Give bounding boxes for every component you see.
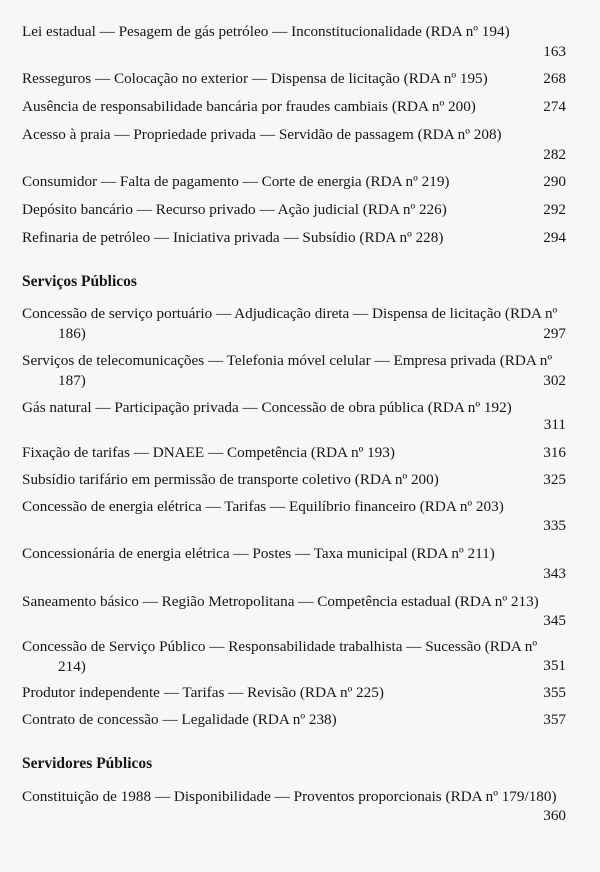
entry-title: Acesso à praia — Propriedade privada — Servidão de passagem (RDA nº 208)	[22, 126, 502, 143]
entry-page-number: 355	[543, 684, 566, 701]
entry-title: Concessionária de energia elétrica — Postes — Taxa municipal (RDA nº 211)	[22, 545, 495, 562]
entry-title: Concessão de serviço portuário — Adjudicação direta — Dispensa de licitação (RDA nº 186)	[22, 305, 558, 342]
entry-title: Refinaria de petróleo — Iniciativa privada — Subsídio (RDA nº 228)	[22, 229, 444, 246]
entry-page-number: 345	[543, 612, 566, 629]
entry-title: Subsídio tarifário em permissão de transporte coletivo (RDA nº 200)	[22, 471, 439, 488]
entry-page-number: 297	[543, 325, 566, 342]
entry-title: Saneamento básico — Região Metropolitana — Competência estadual (RDA nº 213)	[22, 593, 539, 610]
entry-page-number: 325	[543, 471, 566, 488]
entry-page-number: 274	[543, 98, 566, 115]
entry-page-number: 351	[543, 657, 566, 674]
entry-page-number: 290	[543, 173, 566, 190]
entry-title: Lei estadual — Pesagem de gás petróleo — Inconstitucionalidade (RDA nº 194)	[22, 23, 510, 40]
entry-page-number: 311	[543, 416, 566, 433]
entry-page-number: 357	[543, 711, 566, 728]
entry-page-number: 302	[543, 372, 566, 389]
section-heading: Serviços Públicos	[22, 273, 137, 290]
entry-title: Concessão de Serviço Público — Responsabilidade trabalhista — Sucessão (RDA nº 214)	[22, 638, 538, 675]
entry-page-number: 343	[543, 565, 566, 582]
entry-title: Serviços de telecomunicações — Telefonia móvel celular — Empresa privada (RDA nº 187)	[22, 352, 553, 389]
section-heading: Servidores Públicos	[22, 755, 153, 772]
entry-title: Contrato de concessão — Legalidade (RDA nº 238)	[22, 711, 337, 728]
entry-title: Fixação de tarifas — DNAEE — Competência (RDA nº 193)	[22, 444, 395, 461]
entry-title: Produtor independente — Tarifas — Revisão (RDA nº 225)	[22, 684, 384, 701]
entry-page-number: 163	[543, 43, 566, 60]
entry-title: Depósito bancário — Recurso privado — Ação judicial (RDA nº 226)	[22, 201, 447, 218]
entry-page-number: 294	[543, 229, 566, 246]
entry-title: Constituição de 1988 — Disponibilidade — Proventos proporcionais (RDA nº 179/180)	[22, 788, 557, 805]
entry-title: Consumidor — Falta de pagamento — Corte de energia (RDA nº 219)	[22, 173, 450, 190]
entry-page-number: 282	[543, 146, 566, 163]
entry-title: Concessão de energia elétrica — Tarifas — Equilíbrio financeiro (RDA nº 203)	[22, 498, 504, 515]
entry-page-number: 268	[543, 70, 566, 87]
entry-page-number: 316	[543, 444, 566, 461]
entry-page-number: 360	[543, 807, 566, 824]
entry-page-number: 335	[543, 517, 566, 534]
entry-page-number: 292	[543, 201, 566, 218]
entry-title: Ausência de responsabilidade bancária por fraudes cambiais (RDA nº 200)	[22, 98, 476, 115]
entry-title: Gás natural — Participação privada — Concessão de obra pública (RDA nº 192)	[22, 399, 512, 416]
entry-title: Resseguros — Colocação no exterior — Dispensa de licitação (RDA nº 195)	[22, 70, 488, 87]
